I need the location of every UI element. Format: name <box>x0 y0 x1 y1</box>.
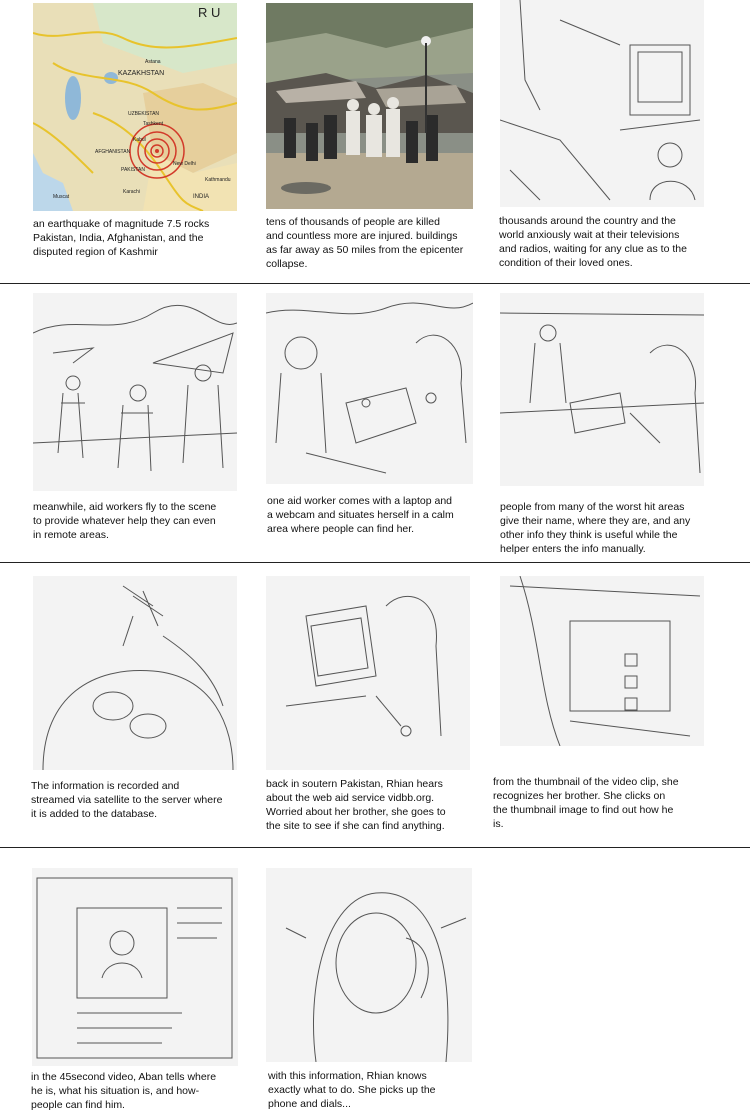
sketch <box>266 293 473 484</box>
sketch <box>33 293 237 491</box>
caption: an earthquake of magnitude 7.5 rocks Pakistan, India, Afghanistan, and the disputed region of Kashmir <box>33 218 210 258</box>
svg-text:Kathmandu: Kathmandu <box>205 177 231 183</box>
earthquake-photo <box>266 3 473 209</box>
photo-illustration <box>266 3 473 209</box>
sketch-laptop-webcam <box>266 293 473 484</box>
svg-text:Astana: Astana <box>145 59 161 65</box>
sketch <box>266 576 470 770</box>
row-divider <box>0 562 750 563</box>
caption: The information is recorded and streamed via satellite to the server where it is added to the database. <box>31 780 223 820</box>
caption: back in soutern Pakistan, Rhian hears about the web aid service vidbb.org. Worried about her brother, she goes to the site to see if she can find anything. <box>266 778 446 832</box>
sketch <box>500 0 704 207</box>
sketch-tv-waiting <box>500 0 704 207</box>
caption: in the 45second video, Aban tells where he is, what his situation is, and how- people can find him. <box>31 1071 217 1111</box>
sketch <box>500 576 704 746</box>
caption: thousands around the country and the world anxiously wait at their televisions and radios, waiting for any clue as to the condition of their loved ones. <box>499 215 687 269</box>
caption: tens of thousands of people are killed and countless more are injured. buildings as far away as 50 miles from the epicenter collapse. <box>266 216 464 270</box>
sketch <box>500 293 704 486</box>
map-image <box>33 3 237 211</box>
caption: one aid worker comes with a laptop and a webcam and situates herself in a calm area where people can find her. <box>267 495 454 535</box>
map-illustration <box>33 3 237 211</box>
sketch-satellite <box>33 576 237 770</box>
sketch-computer-search <box>266 576 470 770</box>
sketch <box>33 576 237 770</box>
svg-text:Kabul: Kabul <box>133 137 146 143</box>
row-divider <box>0 283 750 284</box>
sketch-info-entry <box>500 293 704 486</box>
svg-text:AFGHANISTAN: AFGHANISTAN <box>95 149 131 155</box>
sketch <box>266 868 472 1062</box>
svg-text:R U: R U <box>198 5 221 20</box>
sketch-thumbnail-click <box>500 576 704 746</box>
svg-text:Tashkent: Tashkent <box>143 121 164 127</box>
svg-text:Karachi: Karachi <box>123 189 140 195</box>
svg-text:Muscat: Muscat <box>53 194 70 200</box>
caption: meanwhile, aid workers fly to the scene to provide whatever help they can even in remote areas. <box>33 501 217 541</box>
svg-text:New Delhi: New Delhi <box>173 161 196 167</box>
caption: with this information, Rhian knows exactly what to do. She picks up the phone and dials... <box>268 1070 436 1110</box>
caption: from the thumbnail of the video clip, she recognizes her brother. She clicks on the thumbnail image to find out how he is. <box>493 776 679 830</box>
sketch-phone-call <box>266 868 472 1062</box>
sketch <box>32 868 238 1066</box>
svg-text:UZBEKISTAN: UZBEKISTAN <box>128 111 160 117</box>
svg-text:INDIA: INDIA <box>193 194 210 200</box>
row-divider <box>0 847 750 848</box>
svg-text:KAZAKHSTAN: KAZAKHSTAN <box>118 70 165 77</box>
sketch-video-player <box>32 868 238 1066</box>
sketch-aid-workers <box>33 293 237 491</box>
svg-text:PAKISTAN: PAKISTAN <box>121 167 145 173</box>
caption: people from many of the worst hit areas give their name, where they are, and any other info they think is useful while the helper enters the info manually. <box>500 501 691 555</box>
